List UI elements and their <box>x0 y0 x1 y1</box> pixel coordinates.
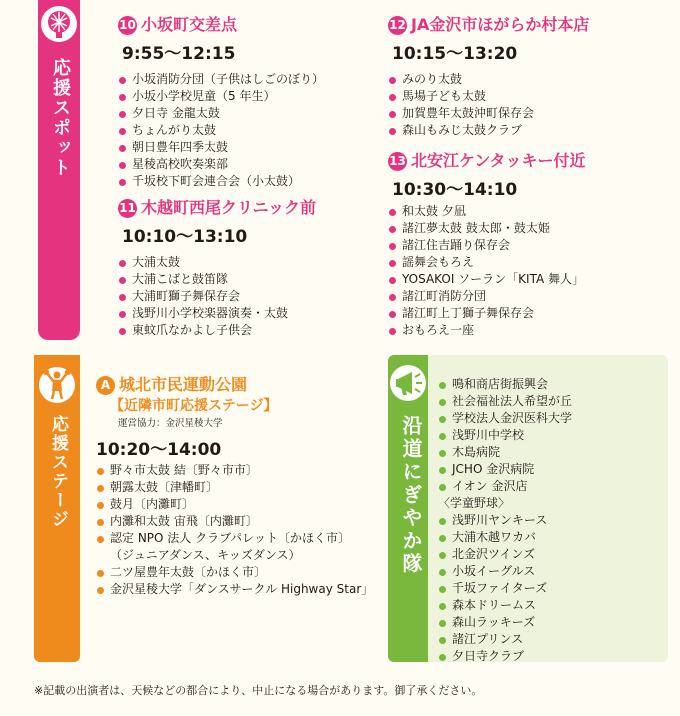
stage-name: 城北市民運動公園 <box>119 375 248 394</box>
spot-name: JA金沢市ほがらか村本店 <box>411 15 590 34</box>
pom-pom-icon <box>41 6 77 42</box>
stage-a <box>96 372 373 598</box>
list-item: 認定 NPO 法人 クラブパレット〔かほく市〕 <box>96 530 373 547</box>
spot-time: 10:10〜13:10 <box>122 227 248 247</box>
list-item: 北金沢ツインズ <box>438 546 572 563</box>
support-stage-tab <box>34 355 80 662</box>
list-item: 鼓月〔内灘町〕 <box>96 496 373 513</box>
list-item: 諸江住吉踊り保存会 <box>388 237 586 254</box>
list-item: ちょんがり太鼓 <box>118 122 324 139</box>
supporter-list <box>438 376 572 665</box>
list-item: 森山もみじ太鼓クラブ <box>388 122 589 139</box>
spot-name: 北安江ケンタッキー付近 <box>411 151 586 170</box>
list-item: 和太鼓 夕凪 <box>388 203 586 220</box>
spot-badge: 12 <box>388 16 407 35</box>
spot-badge: 13 <box>388 152 407 171</box>
list-item: 小坂イーグルス <box>438 563 572 580</box>
list-item: 小坂消防分団（子供はしごのぼり） <box>118 71 324 88</box>
list-item: 東蚊爪なかよし子供会 <box>118 322 316 339</box>
support-spot-tab <box>38 0 80 340</box>
performer-list <box>388 71 589 139</box>
support-stage-label: 応援ステージ <box>48 415 68 529</box>
stage-badge: A <box>96 376 115 395</box>
list-item: 小坂小学校児童（5 年生） <box>118 88 324 105</box>
spot-badge: 11 <box>118 199 137 218</box>
list-item: 夕日寺クラブ <box>438 648 572 665</box>
stage-subtitle: 【近隣市町応援ステージ】 <box>110 398 278 414</box>
stage-time: 10:20〜14:00 <box>96 440 222 460</box>
stage-credit: 運営協力：金沢星稜大学 <box>118 418 223 429</box>
spot-time: 10:30〜14:10 <box>392 180 518 200</box>
list-item: イオン 金沢店 <box>438 478 572 495</box>
list-item: 千坂ファイターズ <box>438 580 572 597</box>
list-item: おもろえ一座 <box>388 322 586 339</box>
list-item: 夕日寺 金龍太鼓 <box>118 105 324 122</box>
list-item: 森本ドリームス <box>438 597 572 614</box>
list-item: 社会福祉法人希望が丘 <box>438 393 572 410</box>
list-item: 大浦町獅子舞保存会 <box>118 288 316 305</box>
spot-time: 10:15〜13:20 <box>392 44 518 64</box>
spot-badge: 10 <box>118 16 137 35</box>
list-item: 諸江町上丁獅子舞保存会 <box>388 305 586 322</box>
list-item: 二ツ屋豊年太鼓〔かほく市〕 <box>96 564 373 581</box>
list-item: 木島病院 <box>438 444 572 461</box>
list-item: 野々市太鼓 結〔野々市市〕 <box>96 462 373 479</box>
roadside-tab <box>388 355 428 662</box>
megaphone-icon <box>390 365 426 401</box>
list-item: 馬場子ども太鼓 <box>388 88 589 105</box>
list-item-note: （ジュニアダンス、キッズダンス） <box>110 548 301 562</box>
roadside-list <box>438 376 572 665</box>
list-item: JCHO 金沢病院 <box>438 461 572 478</box>
list-item: 千坂校下町会連合会（小太鼓） <box>118 173 324 190</box>
list-item: 諸江夢太鼓 鼓太郎・鼓太姫 <box>388 220 586 237</box>
list-item: 諸江町消防分団 <box>388 288 586 305</box>
list-item: 大浦太鼓 <box>118 254 316 271</box>
list-item: みのり太鼓 <box>388 71 589 88</box>
performer-list <box>96 462 373 598</box>
list-item: 朝日豊年四季太鼓 <box>118 139 324 156</box>
spot-name: 小坂町交差点 <box>141 15 238 34</box>
list-item: YOSAKOI ソーラン「KITA 舞人」 <box>388 271 586 288</box>
list-item: 星稜高校吹奏楽部 <box>118 156 324 173</box>
list-item: 大浦こばと鼓笛隊 <box>118 271 316 288</box>
list-item: 朝露太鼓〔津幡町〕 <box>96 479 373 496</box>
list-item: 森山ラッキーズ <box>438 614 572 631</box>
list-item: 浅野川中学校 <box>438 427 572 444</box>
spot-11 <box>118 195 316 339</box>
spot-time: 9:55〜12:15 <box>122 44 236 64</box>
list-item: 加賀豊年太鼓沖町保存会 <box>388 105 589 122</box>
list-item: 諸江プリンス <box>438 631 572 648</box>
roadside-label: 沿道にぎやか隊 <box>399 415 423 576</box>
performer-list <box>118 71 324 190</box>
performer-list <box>388 203 586 339</box>
spot-10 <box>118 12 324 190</box>
support-spot-label: 応援スポット <box>50 58 71 178</box>
list-item: 大浦木越ワカバ <box>438 529 572 546</box>
spot-13 <box>388 148 586 339</box>
list-item: 鳴和商店街振興会 <box>438 376 572 393</box>
list-item: 浅野川ヤンキース <box>438 512 572 529</box>
list-item: 謡舞会もろえ <box>388 254 586 271</box>
list-item: 浅野川小学校楽器演奏・太鼓 <box>118 305 316 322</box>
footnote: ※記載の出演者は、天候などの都合により、中止になる場合があります。御了承ください。 <box>34 684 483 697</box>
list-item: 金沢星稜大学「ダンスサークル Highway Star」 <box>96 581 373 598</box>
performer-list <box>118 254 316 339</box>
baseball-header: 〈学童野球〉 <box>438 496 511 510</box>
list-item: 内灘和太鼓 宙飛〔内灘町〕 <box>96 513 373 530</box>
list-item: 学校法人金沢医科大学 <box>438 410 572 427</box>
spot-12 <box>388 12 589 139</box>
cheerleader-icon <box>39 367 75 403</box>
spot-name: 木越町西尾クリニック前 <box>141 198 317 217</box>
